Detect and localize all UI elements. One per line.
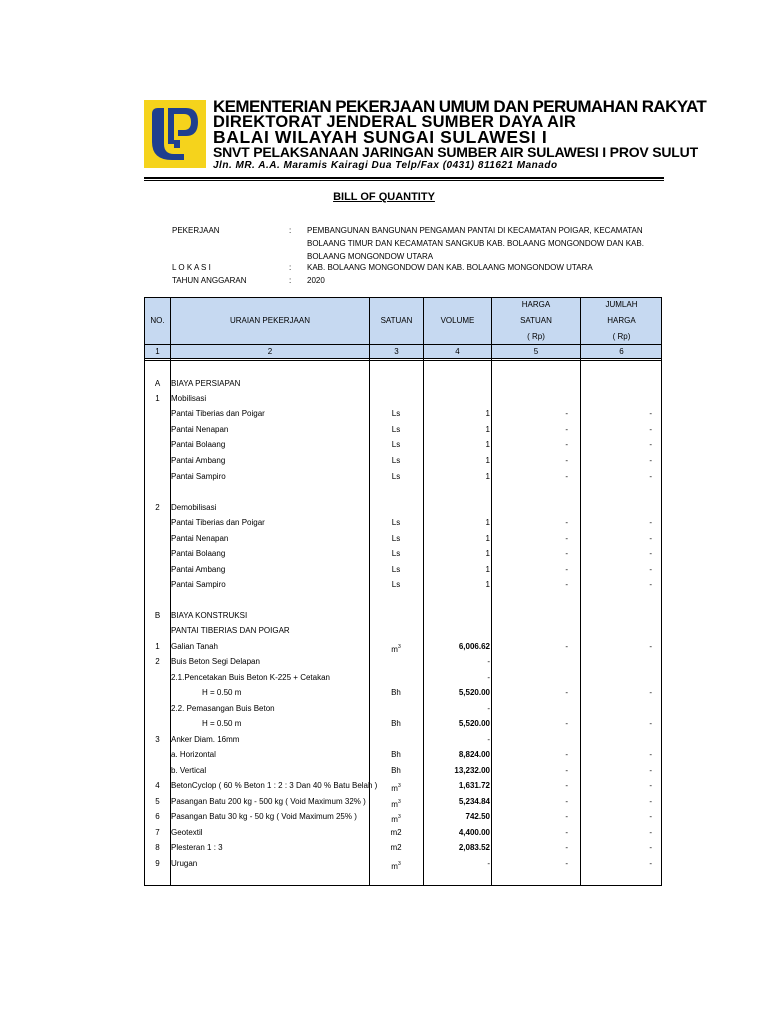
directorate-title: DIREKTORAT JENDERAL SUMBER DAYA AIR [213, 113, 577, 131]
row-total-price: - [649, 688, 652, 697]
col-number: 3 [394, 347, 399, 356]
row-volume: 1 [485, 549, 490, 558]
row-total-price: - [649, 766, 652, 775]
row-number: 4 [155, 781, 160, 790]
row-description: Plesteran 1 : 3 [171, 843, 223, 852]
header-harga-3: ( Rp) [527, 332, 545, 341]
row-total-price: - [649, 534, 652, 543]
row-description: Pantai Nenapan [171, 534, 229, 543]
row-volume: 1 [485, 518, 490, 527]
row-description: Galian Tanah [171, 642, 218, 651]
row-unit: Ls [391, 456, 401, 465]
row-number: A [154, 379, 161, 388]
row-volume: - [487, 673, 490, 682]
row-total-price: - [649, 440, 652, 449]
row-volume: 5,520.00 [458, 688, 490, 697]
row-unit: Bh [391, 766, 401, 775]
row-unit: m2 [390, 828, 402, 837]
row-unit-price: - [565, 440, 568, 449]
row-unit: m2 [390, 843, 402, 852]
row-description: Urugan [171, 859, 198, 868]
row-total-price: - [649, 828, 652, 837]
tahun-value: 2020 [307, 276, 325, 285]
row-unit: Bh [391, 688, 401, 697]
row-total-price: - [649, 797, 652, 806]
row-description: Pasangan Batu 30 kg - 50 kg ( Void Maximum 25% ) [171, 812, 357, 821]
unit-superscript: 3 [397, 861, 401, 867]
row-unit: $m^3$ [391, 644, 401, 654]
row-number: 2 [155, 657, 160, 666]
row-volume: 5,520.00 [458, 719, 490, 728]
row-description: Mobilisasi [171, 394, 207, 403]
row-description: Buis Beton Segi Delapan [171, 657, 260, 666]
lokasi-label: L O K A S I [172, 263, 211, 272]
row-description: Pantai Ambang [171, 456, 226, 465]
row-description: H = 0.50 m [202, 719, 242, 728]
row-total-price: - [649, 781, 652, 790]
balai-title: BALAI WILAYAH SUNGAI SULAWESI I [213, 127, 548, 147]
row-unit: $m^3$ [391, 783, 401, 793]
row-description: 2.2. Pemasangan Buis Beton [171, 704, 275, 713]
colon: : [289, 276, 292, 285]
unit-superscript: 3 [397, 799, 401, 805]
header-divider [144, 177, 664, 179]
row-description: Geotextil [171, 828, 203, 837]
row-unit: Ls [391, 580, 401, 589]
ministry-title: KEMENTERIAN PEKERJAAN UMUM DAN PERUMAHAN RAKYAT [213, 97, 707, 116]
row-volume: 13,232.00 [454, 766, 490, 775]
row-number: 1 [155, 642, 160, 651]
row-volume: - [487, 859, 490, 868]
row-total-price: - [649, 518, 652, 527]
row-unit-price: - [565, 580, 568, 589]
header-satuan: SATUAN [380, 316, 413, 325]
row-description: Pantai Tiberias dan Poigar [171, 409, 265, 418]
header-jumlah-2: HARGA [607, 316, 636, 325]
row-volume: 742.50 [465, 812, 490, 821]
header-uraian: URAIAN PEKERJAAN [229, 316, 311, 325]
row-volume: 5,234.84 [458, 797, 490, 806]
row-total-price: - [649, 472, 652, 481]
row-divider [144, 344, 662, 345]
row-description: PANTAI TIBERIAS DAN POIGAR [171, 626, 290, 635]
row-number: 2 [155, 503, 160, 512]
row-unit: Bh [391, 719, 401, 728]
row-description: Pantai Bolaang [171, 440, 226, 449]
row-description: a. Horizontal [171, 750, 216, 759]
row-number: 5 [155, 797, 160, 806]
row-description: Pasangan Batu 200 kg - 500 kg ( Void Maximum 32% ) [171, 797, 366, 806]
row-total-price: - [649, 456, 652, 465]
document-title: BILL OF QUANTITY [333, 191, 435, 203]
header-divider-thin [144, 180, 664, 181]
row-unit-price: - [565, 719, 568, 728]
row-unit: $m^3$ [391, 814, 401, 824]
row-volume: 1 [485, 425, 490, 434]
row-unit: Ls [391, 440, 401, 449]
col-number: 5 [533, 347, 539, 356]
row-total-price: - [649, 425, 652, 434]
row-divider [144, 360, 662, 361]
row-description: BIAYA PERSIAPAN [171, 379, 241, 388]
row-number: 9 [155, 859, 160, 868]
row-description: b. Vertical [171, 766, 207, 775]
row-volume: 6,006.62 [458, 642, 490, 651]
row-description: Pantai Sampiro [171, 580, 226, 589]
row-description: 2.1.Pencetakan Buis Beton K-225 + Cetakan [171, 673, 330, 682]
row-volume: - [487, 735, 490, 744]
row-description: Pantai Bolaang [171, 549, 226, 558]
row-unit: Ls [391, 518, 401, 527]
col-number: 6 [619, 347, 624, 356]
unit-superscript: 3 [397, 814, 401, 820]
pekerjaan-value: PEMBANGUNAN BANGUNAN PENGAMAN PANTAI DI KECAMATAN POIGAR, KECAMATAN BOLAANG TIMUR DAN KECAMATAN SANGKUB KAB. BOLAANG MONGONDOW DAN KAB. BOLAANG MONGONDOW UTARA [307, 226, 644, 261]
colon: : [289, 263, 292, 272]
row-description: BetonCyclop ( 60 % Beton 1 : 2 : 3 Dan 40 % Batu Belah ) [171, 781, 378, 790]
row-volume: 4,400.00 [458, 828, 490, 837]
unit-superscript: 3 [397, 783, 401, 789]
snvt-title: SNVT PELAKSANAAN JARINGAN SUMBER AIR SULAWESI I PROV SULUT [213, 144, 698, 160]
header-harga-1: HARGA [521, 300, 551, 309]
row-unit-price: - [565, 534, 568, 543]
pekerjaan-label: PEKERJAAN [172, 226, 220, 235]
tahun-label: TAHUN ANGGARAN [172, 276, 247, 285]
row-unit-price: - [565, 828, 568, 837]
col-number: 4 [455, 347, 460, 356]
row-number: 3 [155, 735, 160, 744]
row-unit-price: - [565, 549, 568, 558]
header-no: NO. [150, 316, 165, 325]
row-total-price: - [649, 812, 652, 821]
header-volume: VOLUME [440, 316, 475, 325]
row-volume: 1 [485, 565, 490, 574]
row-unit-price: - [565, 781, 568, 790]
col-number: 2 [267, 347, 273, 356]
row-unit-price: - [565, 859, 568, 868]
row-unit: $m^3$ [391, 799, 401, 809]
row-unit: Bh [391, 750, 401, 759]
row-unit: Ls [391, 472, 401, 481]
row-unit: Ls [391, 549, 401, 558]
header-harga-2: SATUAN [520, 316, 552, 325]
col-divider [580, 297, 581, 886]
row-total-price: - [649, 565, 652, 574]
row-volume: 8,824.00 [458, 750, 490, 759]
row-unit-price: - [565, 843, 568, 852]
row-description: BIAYA KONSTRUKSI [171, 611, 248, 620]
row-total-price: - [649, 859, 652, 868]
row-volume: - [487, 704, 490, 713]
header-jumlah-1: JUMLAH [605, 300, 638, 309]
row-number: 7 [155, 828, 160, 837]
row-number: B [154, 611, 161, 620]
row-description: Pantai Ambang [171, 565, 226, 574]
row-volume: - [487, 657, 490, 666]
row-description: Pantai Tiberias dan Poigar [171, 518, 265, 527]
col-number: 1 [155, 347, 160, 356]
row-total-price: - [649, 750, 652, 759]
pupr-logo [144, 100, 206, 168]
row-unit: Ls [391, 565, 401, 574]
row-number: 6 [155, 812, 160, 821]
row-volume: 1 [485, 456, 490, 465]
row-unit-price: - [565, 456, 568, 465]
row-unit-price: - [565, 766, 568, 775]
row-unit: Ls [391, 425, 401, 434]
row-unit: Ls [391, 534, 401, 543]
row-volume: 1 [485, 534, 490, 543]
row-unit-price: - [565, 642, 568, 651]
lokasi-value: KAB. BOLAANG MONGONDOW DAN KAB. BOLAANG MONGONDOW UTARA [307, 263, 593, 272]
row-volume: 1,631.72 [458, 781, 490, 790]
row-total-price: - [649, 580, 652, 589]
row-volume: 1 [485, 440, 490, 449]
row-volume: 1 [485, 409, 490, 418]
row-number: 1 [155, 394, 160, 403]
address-line: Jln. MR. A.A. Maramis Kairagi Dua Telp/Fax (0431) 811621 Manado [213, 160, 558, 171]
row-unit-price: - [565, 518, 568, 527]
row-description: Pantai Sampiro [171, 472, 226, 481]
header-jumlah-3: ( Rp) [612, 332, 631, 341]
row-total-price: - [649, 843, 652, 852]
row-description: H = 0.50 m [202, 688, 242, 697]
unit-superscript: 3 [397, 644, 401, 650]
row-total-price: - [649, 549, 652, 558]
row-volume: 1 [485, 580, 490, 589]
row-unit-price: - [565, 409, 568, 418]
row-total-price: - [649, 409, 652, 418]
row-total-price: - [649, 642, 652, 651]
row-number: 8 [155, 843, 160, 852]
row-divider [144, 358, 662, 359]
row-total-price: - [649, 719, 652, 728]
row-unit: $m^3$ [391, 861, 401, 871]
colon: : [289, 226, 292, 235]
row-description: Pantai Nenapan [171, 425, 229, 434]
row-unit: Ls [391, 409, 401, 418]
row-unit-price: - [565, 472, 568, 481]
row-unit-price: - [565, 812, 568, 821]
row-unit-price: - [565, 750, 568, 759]
row-unit-price: - [565, 425, 568, 434]
row-volume: 1 [485, 472, 490, 481]
row-description: Demobilisasi [171, 503, 217, 512]
row-unit-price: - [565, 797, 568, 806]
row-description: Anker Diam. 16mm [171, 735, 240, 744]
row-volume: 2,083.52 [458, 843, 490, 852]
row-unit-price: - [565, 688, 568, 697]
row-unit-price: - [565, 565, 568, 574]
